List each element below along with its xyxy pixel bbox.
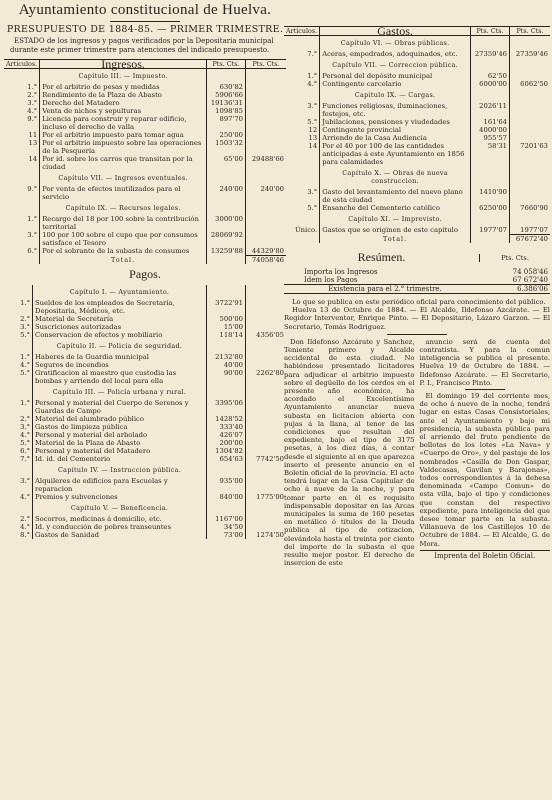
col-articulos: Artículos. xyxy=(4,60,40,69)
gastos-body xyxy=(284,36,550,235)
amount: 2026'11 xyxy=(471,102,510,118)
ledger-row xyxy=(4,131,286,139)
concept-text: Gastos que se originen de este capítulo xyxy=(320,226,471,235)
subtotal: 1274'50 xyxy=(256,531,284,539)
article-number: 1.° xyxy=(284,72,320,80)
amount: 1304'82 xyxy=(207,447,246,455)
ledger-row xyxy=(284,126,550,134)
ingresos-heading: Ingresos. xyxy=(40,60,207,69)
subtotal xyxy=(246,231,287,247)
subtotal xyxy=(510,102,551,118)
ledger-row xyxy=(4,415,286,423)
ledger-row xyxy=(4,139,286,155)
article-number: 9.° xyxy=(4,185,40,201)
amount: 5906'66 xyxy=(207,91,246,99)
ledger-row xyxy=(284,50,550,58)
amount: 1428'52 xyxy=(207,415,246,423)
subtotal xyxy=(246,131,287,139)
ledger-row xyxy=(4,531,286,539)
concept-text: Conservacion de efectos y mobiliario xyxy=(33,331,207,339)
intro-text: ESTADO de los ingresos y pagos verificados por la Depositaria municipal durante este primer trimestre para atenciones del indicado presupuesto. xyxy=(10,37,274,54)
ingresos-total: 74058'46 xyxy=(246,256,287,265)
article-number: 3.° xyxy=(4,99,40,107)
pagos-table xyxy=(4,285,286,539)
col-articulos-right: Artículos. xyxy=(284,27,320,36)
ledger-row xyxy=(4,91,286,99)
article-number: 14 xyxy=(284,142,320,166)
amount: 19136'31 xyxy=(207,99,246,107)
article-number: 4.° xyxy=(4,431,33,439)
ledger-row xyxy=(4,115,286,131)
ledger-row xyxy=(4,523,286,531)
col-pts-right: Pts. Cts. xyxy=(471,27,510,36)
concept-text: Por id. sobre los carros que transitan por la ciudad xyxy=(40,155,207,171)
article-number: 1.° xyxy=(4,299,33,315)
article-number: 6.° xyxy=(4,247,40,256)
article-number: 4.° xyxy=(4,361,33,369)
ledger-row xyxy=(284,134,550,142)
concept-text: Arriendo de la Casa Audiencia xyxy=(320,134,471,142)
chapter-heading: Capítulo V. — Beneficencia. xyxy=(33,501,207,515)
ledger-row xyxy=(4,215,286,231)
ledger-row xyxy=(4,315,286,323)
subtotal xyxy=(510,118,551,126)
concept-text: Gasto del levantamiento del nuevo plano de esta ciudad xyxy=(320,188,471,204)
concept-text: Id. y conducción de pobres transeuntes xyxy=(33,523,207,531)
title-divider xyxy=(110,21,180,22)
concept-text: Gastos de Sanidad xyxy=(33,531,207,539)
concept-text: 100 por 100 sobre el cupo que por consumos satisface el Tesoro xyxy=(40,231,207,247)
ledger-row xyxy=(4,331,286,339)
subtotal xyxy=(246,361,287,369)
article-number: 5.° xyxy=(284,118,320,126)
amount: 200'00 xyxy=(207,439,246,447)
amount: 15'00 xyxy=(207,323,246,331)
ledger-row xyxy=(4,185,286,201)
subtotal xyxy=(246,115,287,131)
amount: 6250'00 xyxy=(471,204,510,212)
article-number: Único. xyxy=(284,226,320,235)
subtotal xyxy=(246,299,287,315)
article-number: 4.° xyxy=(4,107,40,115)
article-number: 3.° xyxy=(4,231,40,247)
resumen-label: Importa los Ingresos xyxy=(304,268,378,276)
edict-col-1: Don Ildefonso Azcárate y Sanchez, Teniente primero y Alcalde accidental de esta ciudad. No habiéndose presentado licitadores para adjudicar el arbitrio impuesto sobre el degüello de los cerdos en el presente año económico, ha acordado el Excelentísimo Ayuntamiento anunciar nueva subasta en licitacion abierta con pujas á la llana, al tenor de las condiciones que resultan del expediente, bajo el tipo de 3175 pesetas, á los diez días, á contar desde el siguiente al en que aparezca inserto el presente anuncio en el Boletín oficial de la provincia. El acto tendrá lugar en la Casa Capitular de ocho á nueve de la noche, y para tomar parte en él es requisito indispensable depositar en las Arcas municipales la suma de 160 pesetas en metálico ó títulos de la Deuda pública al tipo de cotizacion, elevándola hasta el treinta por ciento del importe de la subasta el que resulte mejor postor. El derecho de insercion de este xyxy=(284,337,415,568)
ledger-row xyxy=(284,80,550,88)
concept-text: Aceras, empedrados, adoquinados, etc. xyxy=(320,50,471,58)
subtotal xyxy=(510,126,551,134)
pagos-body xyxy=(4,285,286,539)
resumen-heading: Resúmen. xyxy=(357,250,406,264)
ledger-row xyxy=(4,455,286,463)
subtotal: 2262'80 xyxy=(256,369,284,377)
amount: 2132'80 xyxy=(207,353,246,361)
ledger-row xyxy=(4,447,286,455)
gastos-total-label: Total. xyxy=(320,235,471,244)
subtotal: 1977'07 xyxy=(520,226,548,234)
ledger-row xyxy=(4,361,286,369)
concept-text: Personal y material del arbolado xyxy=(33,431,207,439)
amount: 73'00 xyxy=(207,531,246,539)
concept-text: Material de Secretaría xyxy=(33,315,207,323)
subtotal xyxy=(246,83,287,91)
article-number: 1.° xyxy=(4,215,40,231)
subtotal xyxy=(246,99,287,107)
concept-text: Id. id. del Cementerio xyxy=(33,455,207,463)
amount: 27359'46 xyxy=(471,50,510,58)
concept-text: Jubilaciones, pensiones y viudedades xyxy=(320,118,471,126)
subtotal: 7201'63 xyxy=(520,142,548,150)
chapter-heading: Capítulo IV. — Instruccion pública. xyxy=(33,463,207,477)
subtotal: 1775'00 xyxy=(256,493,284,501)
subtotal xyxy=(510,134,551,142)
concept-text: Por el sobrante de la subasta de consumos xyxy=(40,247,207,256)
subtotal xyxy=(246,139,287,155)
subtotal xyxy=(246,423,287,431)
amount: 250'00 xyxy=(207,131,246,139)
gastos-table xyxy=(284,26,550,243)
ledger-row xyxy=(4,299,286,315)
left-column xyxy=(4,0,286,539)
article-number: 4.° xyxy=(4,493,33,501)
chapter-heading: Capítulo III. — Policía urbana y rural. xyxy=(33,385,207,399)
article-number: 5.° xyxy=(284,204,320,212)
amount: 897'70 xyxy=(207,115,246,131)
ingresos-total-label: Total. xyxy=(40,256,207,265)
amount: 1167'00 xyxy=(207,515,246,523)
amount: 34'50 xyxy=(207,523,246,531)
article-number: 2.° xyxy=(4,315,33,323)
resumen-table xyxy=(284,268,550,294)
ledger-row xyxy=(4,323,286,331)
concept-text: Rendimiento de la Plaza de Abasto xyxy=(40,91,207,99)
subtotal xyxy=(510,72,551,80)
amount: 1503'32 xyxy=(207,139,246,155)
subtotal xyxy=(246,91,287,99)
ledger-row xyxy=(284,204,550,212)
subtotal xyxy=(246,431,287,439)
ledger-row xyxy=(284,102,550,118)
chapter-heading: Capítulo III. — Impuesto. xyxy=(40,69,207,84)
article-number: 1.° xyxy=(4,399,33,415)
subtotal: 44329'80 xyxy=(251,247,284,255)
article-number: 5.° xyxy=(4,369,33,385)
amount: 1977'07 xyxy=(471,226,510,235)
concept-text: Venta de nichos y sepulturas xyxy=(40,107,207,115)
concept-text: Gastos de limpieza pública xyxy=(33,423,207,431)
subtotal: 29488'66 xyxy=(251,155,284,163)
ledger-row xyxy=(4,423,286,431)
concept-text: Derecho del Matadero xyxy=(40,99,207,107)
concept-text: Gratificacion al maestro que custodia las bombas y arriendo del local para ella xyxy=(33,369,207,385)
amount: 3000'00 xyxy=(207,215,246,231)
amount: 6000'00 xyxy=(471,80,510,88)
concept-text: Material de la Plaza de Abasto xyxy=(33,439,207,447)
amount: 1410'90 xyxy=(471,188,510,204)
concept-text: Por el arbitrio impuesto para tomar agua xyxy=(40,131,207,139)
ledger-row xyxy=(4,231,286,247)
ingresos-table xyxy=(4,59,286,264)
ledger-row xyxy=(4,399,286,415)
ledger-row xyxy=(284,118,550,126)
article-number: 2.° xyxy=(4,91,40,99)
article-number: 12 xyxy=(284,126,320,134)
subtotal: 6062'50 xyxy=(520,80,548,88)
amount: 935'00 xyxy=(207,477,246,493)
concept-text: Por el 40 por 100 de las cantidades anticipadas á este Ayuntamiento en 1856 para calamidades xyxy=(320,142,471,166)
subtotal: 4356'05 xyxy=(256,331,284,339)
col-pts: Pts. Cts. xyxy=(207,60,246,69)
gastos-heading: Gastos. xyxy=(320,27,471,36)
ledger-row xyxy=(284,72,550,80)
edict-divider xyxy=(465,389,505,390)
article-number: 13 xyxy=(4,139,40,155)
concept-text: Sueldos de los empleados de Secretaría, Depositaria, Médicos, etc. xyxy=(33,299,207,315)
article-number: 2.° xyxy=(4,515,33,523)
article-number: 1.° xyxy=(4,353,33,361)
resumen-header xyxy=(284,247,550,268)
printer-footer: Imprenta del Boletin Oficial. xyxy=(420,550,551,560)
article-number: 6.° xyxy=(4,447,33,455)
subtotal xyxy=(246,447,287,455)
subtotal: 27359'46 xyxy=(515,50,548,58)
ledger-row xyxy=(4,439,286,447)
amount: 3395'06 xyxy=(207,399,246,415)
concept-text: Suscriciones autorizadas xyxy=(33,323,207,331)
amount: 654'63 xyxy=(207,455,246,463)
subtotal xyxy=(246,515,287,523)
concept-text: Contingente provincial xyxy=(320,126,471,134)
amount: 40'00 xyxy=(207,361,246,369)
subtotal xyxy=(246,323,287,331)
ledger-row xyxy=(4,493,286,501)
concept-text: Haberes de la Guardia municipal xyxy=(33,353,207,361)
concept-text: Funciones religiosas, iluminaciones, festejos, etc. xyxy=(320,102,471,118)
concept-text: Material del alumbrado público xyxy=(33,415,207,423)
concept-text: Recargo del 18 por 100 sobre la contribución territorial xyxy=(40,215,207,231)
pagos-heading: Pagos. xyxy=(129,267,161,281)
amount: 62'50 xyxy=(471,72,510,80)
chapter-heading: Capítulo XI. — Imprevisto. xyxy=(320,212,471,226)
ingresos-body xyxy=(4,69,286,256)
article-number: 4.° xyxy=(284,80,320,88)
subtotal xyxy=(246,107,287,115)
subtotal xyxy=(246,439,287,447)
concept-text: Por venta de efectos inutilizados para el servicio xyxy=(40,185,207,201)
chapter-heading: Capítulo IX. — Cargas. xyxy=(320,88,471,102)
col-pts2: Pts. Cts. xyxy=(246,60,287,69)
amount: 4000'00 xyxy=(471,126,510,134)
resumen-label: Idem los Pagos xyxy=(304,276,358,284)
amount: 500'00 xyxy=(207,315,246,323)
resumen-pts-label: Pts. Cts. xyxy=(479,254,550,262)
amount: 426'07 xyxy=(207,431,246,439)
amount: 1098'85 xyxy=(207,107,246,115)
ledger-row xyxy=(4,99,286,107)
ledger-row xyxy=(4,515,286,523)
edict-col-2b: El domingo 19 del corriente mes, de ocho á nueve de la noche, tendrá lugar en estas Casas Consistoriales, ante el Ayuntamiento y bajo mi presidencia, la subasta pública para el arriendo del fruto pendiente de bellotas de los lotes «La Nava» y «Cuerpo de Oro», y del pastaje de los nombrados «Casilla de Don Gaspar, Valdecasas, Gavilan y Barajonas», todos correspondientes á la dehesa denominada «Campo Comun» de esta villa, bajo el tipo y condiciones que constan del respectivo expediente, para inteligencia del que desee tomar parte en la subasta. Villanueva de los Castillejos 10 de Octubre de 1884. — El Alcalde, G. de Mora. xyxy=(419,392,550,548)
page-title: Ayuntamiento constitucional de Huelva. xyxy=(18,2,272,18)
chapter-heading: Capítulo I. — Ayuntamiento. xyxy=(33,285,207,299)
concept-text: Personal del depósito municipal xyxy=(320,72,471,80)
article-number: 3.° xyxy=(284,188,320,204)
amount: 333'40 xyxy=(207,423,246,431)
concept-text: Ensanche del Cementerio católico xyxy=(320,204,471,212)
subtotal xyxy=(246,215,287,231)
article-number: 7.° xyxy=(284,50,320,58)
resumen-row xyxy=(284,268,550,276)
ledger-row xyxy=(4,353,286,361)
concept-text: Por el arbitrio impuesto sobre las operaciones de la Pesquería xyxy=(40,139,207,155)
subtotal xyxy=(246,477,287,493)
budget-subtitle: PRESUPUESTO DE 1884-85. — PRIMER TRIMESTRE. xyxy=(6,24,284,35)
subtotal xyxy=(246,415,287,423)
subtotal: 240'00 xyxy=(260,185,284,193)
amount: 28069'92 xyxy=(207,231,246,247)
right-column xyxy=(284,26,550,568)
subtotal xyxy=(510,188,551,204)
amount: 955'57 xyxy=(471,134,510,142)
col-pts2-right: Pts. Cts. xyxy=(510,27,551,36)
amount: 161'64 xyxy=(471,118,510,126)
amount: 240'00 xyxy=(207,185,246,201)
amount: 840'00 xyxy=(207,493,246,501)
article-number: 14 xyxy=(4,155,40,171)
ledger-row xyxy=(4,247,286,256)
edict-col-2 xyxy=(420,338,551,568)
article-number: 3.° xyxy=(4,423,33,431)
existencia-value: 6.386'06 xyxy=(486,285,550,294)
article-number: 13 xyxy=(284,134,320,142)
subtotal xyxy=(246,523,287,531)
amount: 65'00 xyxy=(207,155,246,171)
article-number: 5.° xyxy=(4,439,33,447)
concept-text: Socorros, medicinas á domicilio, etc. xyxy=(33,515,207,523)
resumen-row xyxy=(284,276,550,285)
ledger-row xyxy=(4,431,286,439)
concept-text: Seguros de incendios xyxy=(33,361,207,369)
subtotal: 7660'90 xyxy=(520,204,548,212)
article-number: 3.° xyxy=(284,102,320,118)
ledger-row xyxy=(4,369,286,385)
edict-col-2a: anuncio será de cuenta del contratista. Y para la comun inteligencia se publica el presente. Huelva 19 de Octubre de 1884. — Ildefonso Azcárate. — El Secretario, P. I., Francisco Pinto. xyxy=(419,337,550,387)
existencia-label: Existencia para el 2.° trimestre. xyxy=(284,285,486,294)
concept-text: Contingente carcelario xyxy=(320,80,471,88)
article-number: 9.° xyxy=(4,115,40,131)
ledger-row xyxy=(4,155,286,171)
concept-text: Personal y material del Matadero xyxy=(33,447,207,455)
concept-text: Premios y subvenciones xyxy=(33,493,207,501)
amount: 58'31 xyxy=(471,142,510,166)
subtotal: 7742'50 xyxy=(256,455,284,463)
concept-text: Personal y material del Cuerpo de Serenos y Guardas de Campo xyxy=(33,399,207,415)
chapter-heading: Capítulo VII. — Correccion pública. xyxy=(320,58,471,72)
resumen-value: 74 058'46 xyxy=(512,268,548,276)
publication-notice: Lo que se publica en este periódico oficial para conocimiento del público. xyxy=(292,298,546,306)
amount: 118'14 xyxy=(207,331,246,339)
chapter-heading: Capítulo VII. — Ingresos eventuales. xyxy=(40,171,207,185)
article-number: 1.° xyxy=(4,83,40,91)
subtotal xyxy=(246,399,287,415)
amount: 3722'91 xyxy=(207,299,246,315)
chapter-heading: Capítulo II. — Policía de seguridad. xyxy=(33,339,207,353)
amount: 90'00 xyxy=(207,369,246,385)
ledger-row xyxy=(4,83,286,91)
chapter-heading: Capítulo X. — Obras de nueva construccion. xyxy=(320,166,471,188)
ledger-row xyxy=(284,188,550,204)
ledger-row xyxy=(4,107,286,115)
resumen-value: 67 672'40 xyxy=(512,276,548,284)
article-number: 11 xyxy=(4,131,40,139)
amount: 630'82 xyxy=(207,83,246,91)
amount: 13259'88 xyxy=(207,247,246,256)
chapter-heading: Capítulo IX. — Recursos legales. xyxy=(40,201,207,215)
gastos-total: 67672'40 xyxy=(510,235,551,244)
ledger-row xyxy=(4,477,286,493)
concept-text: Alquileres de edificios para Escuelas y reparacion xyxy=(33,477,207,493)
chapter-heading: Capítulo VI. — Obras públicas. xyxy=(320,36,471,51)
article-number: 8.° xyxy=(4,531,33,539)
concept-text: Por el arbitrio de pesas y medidas xyxy=(40,83,207,91)
article-number: 2.° xyxy=(4,415,33,423)
article-number: 7.° xyxy=(4,455,33,463)
article-number: 3.° xyxy=(4,323,33,331)
notice-divider xyxy=(387,334,447,335)
ledger-row xyxy=(284,226,550,235)
concept-text: Licencia para construir y reparar edificio, incluso el derecho de valla xyxy=(40,115,207,131)
subtotal xyxy=(246,315,287,323)
article-number: 3.° xyxy=(4,477,33,493)
article-number: 5.° xyxy=(4,331,33,339)
edict-columns xyxy=(284,338,550,568)
ledger-row xyxy=(284,142,550,166)
subtotal xyxy=(246,353,287,361)
publication-signature: Huelva 13 de Octubre de 1884. — El Alcalde, Ildefonso Azcárate. — El Regidor Interventor, Enrique Pinto. — El Depositario, Lázaro Garzon. — El Secretario, Tomás Rodriguez. xyxy=(284,306,550,331)
article-number: 4.° xyxy=(4,523,33,531)
